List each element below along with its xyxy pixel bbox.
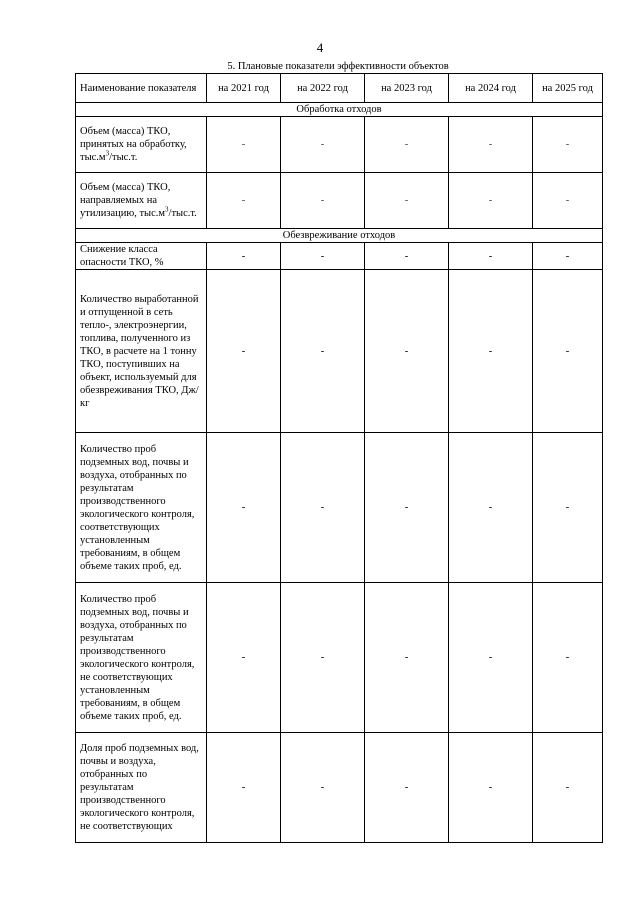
header-year-2025: на 2025 год — [533, 74, 603, 103]
table-row — [76, 433, 603, 583]
value-2021: - — [207, 243, 281, 270]
section-title-processing: Обработка отходов — [76, 103, 603, 117]
value-2025: - — [533, 583, 603, 733]
header-year-2023: на 2023 год — [365, 74, 449, 103]
page-number: 4 — [316, 40, 324, 55]
value-2024: - — [449, 173, 533, 229]
value-2025: - — [533, 243, 603, 270]
unit-tail: /тыс.т. — [109, 152, 138, 163]
value-2021: - — [207, 117, 281, 173]
indicator-name-text: Объем (масса) ТКО, принятых на обработку, тыс.м — [80, 126, 187, 163]
value-2025: - — [533, 433, 603, 583]
value-2023: - — [365, 583, 449, 733]
value-2023: - — [365, 173, 449, 229]
value-2023: - — [365, 270, 449, 433]
value-2023: - — [365, 117, 449, 173]
value-2022: - — [281, 270, 365, 433]
header-indicator-name: Наименование показателя — [76, 74, 207, 103]
indicator-name — [76, 173, 207, 229]
table-row — [76, 583, 603, 733]
section-row — [76, 103, 603, 117]
value-2021: - — [207, 583, 281, 733]
indicator-name: Количество проб подземных вод, почвы и воздуха, отобранных по результатам производственного экологического контроля, соответствующих установленным требованиям, в общем объеме таких проб, ед. — [76, 433, 207, 583]
unit-tail: /тыс.т. — [168, 208, 197, 219]
value-2025: - — [533, 270, 603, 433]
indicator-name — [76, 117, 207, 173]
value-2024: - — [449, 583, 533, 733]
header-row — [76, 74, 603, 103]
indicator-name-text: Объем (масса) ТКО, направляемых на утилизацию, тыс.м — [80, 182, 171, 219]
value-2022: - — [281, 583, 365, 733]
value-2021: - — [207, 270, 281, 433]
value-2025: - — [533, 733, 603, 843]
table-row — [76, 733, 603, 843]
value-2022: - — [281, 117, 365, 173]
section-row — [76, 229, 603, 243]
header-year-2021: на 2021 год — [207, 74, 281, 103]
value-2021: - — [207, 433, 281, 583]
header-year-2024: на 2024 год — [449, 74, 533, 103]
value-2021: - — [207, 733, 281, 843]
value-2022: - — [281, 173, 365, 229]
indicator-name: Доля проб подземных вод, почвы и воздуха, отобранных по результатам производственного экологического контроля, не соответствующих — [76, 733, 207, 843]
table-row — [76, 243, 603, 270]
value-2022: - — [281, 243, 365, 270]
value-2023: - — [365, 433, 449, 583]
section-title-neutralization: Обезвреживание отходов — [76, 229, 603, 243]
value-2024: - — [449, 243, 533, 270]
value-2025: - — [533, 173, 603, 229]
value-2025: - — [533, 117, 603, 173]
indicator-name: Количество выработанной и отпущенной в сеть тепло-, электроэнергии, топлива, полученного из ТКО, в расчете на 1 тонну ТКО, поступивших на объект, используемый для обезвреживания ТКО, Дж/кг — [76, 270, 207, 433]
value-2023: - — [365, 733, 449, 843]
value-2021: - — [207, 173, 281, 229]
value-2024: - — [449, 433, 533, 583]
value-2024: - — [449, 733, 533, 843]
indicators-table — [75, 73, 603, 843]
header-year-2022: на 2022 год — [281, 74, 365, 103]
value-2024: - — [449, 270, 533, 433]
table-row — [76, 117, 603, 173]
unit-superscript: 3 — [165, 205, 169, 214]
table-title: 5. Плановые показатели эффективности объектов — [227, 61, 449, 72]
indicator-name: Снижение класса опасности ТКО, % — [76, 243, 207, 270]
value-2022: - — [281, 733, 365, 843]
unit-superscript: 3 — [105, 149, 110, 158]
table-row — [76, 173, 603, 229]
table-row — [76, 270, 603, 433]
value-2022: - — [281, 433, 365, 583]
value-2024: - — [449, 117, 533, 173]
value-2023: - — [365, 243, 449, 270]
indicator-name: Количество проб подземных вод, почвы и воздуха, отобранных по результатам производственного экологического контроля, не соответствующих установленным требованиям, в общем объеме таких проб, ед. — [76, 583, 207, 733]
